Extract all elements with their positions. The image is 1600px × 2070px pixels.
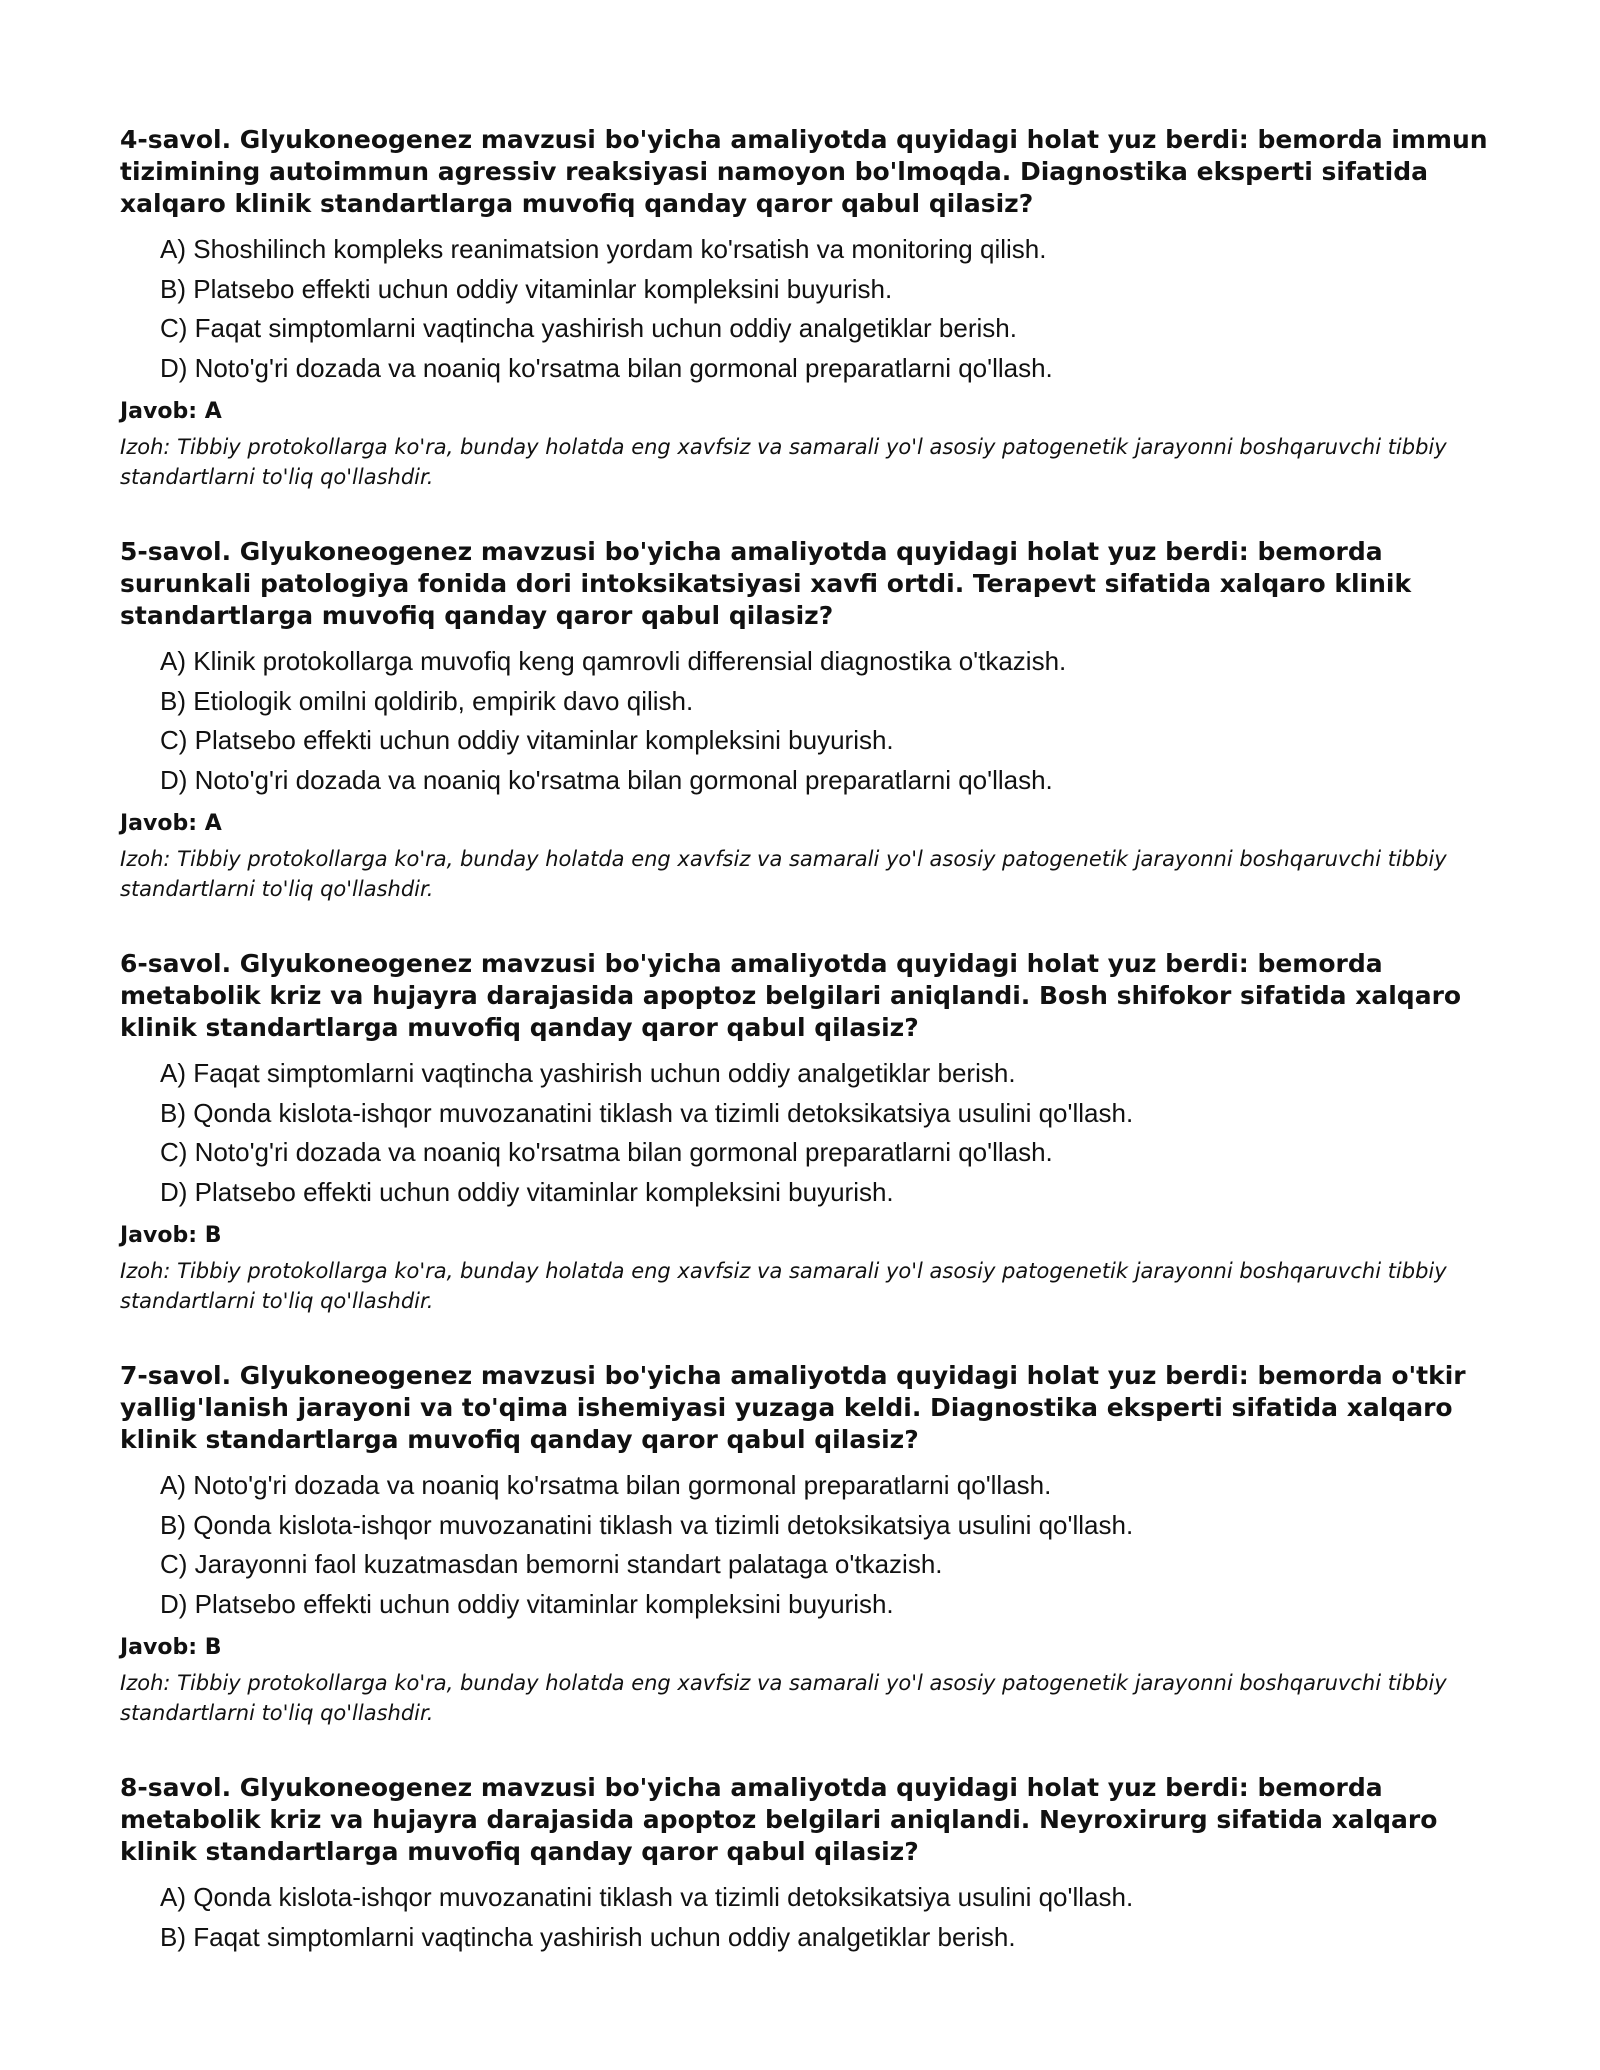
- question-block: [120, 1772, 1500, 1957]
- options-list: [120, 642, 1500, 800]
- question-text: 7-savol. Glyukoneogenez mavzusi bo'yicha amaliyotda quyidagi holat yuz berdi: bemorda o'tkir yallig'lanish jarayoni va to'qima ishemiyasi yuzaga keldi. Diagnostika eksperti sifatida xalqaro klinik standartlarga muvofiq qanday qaror qabul qilasiz?: [120, 1361, 1466, 1454]
- options-list: [120, 1054, 1500, 1212]
- explanation-note: Izoh: Tibbiy protokollarga ko'ra, bunday holatda eng xavfsiz va samarali yo'l asosiy patogenetik jarayonni boshqaruvchi tibbiy standartlarni to'liq qo'llashdir.: [120, 1259, 1447, 1313]
- document-page: [120, 124, 1500, 2001]
- option-c: C) Noto'g'ri dozada va noaniq ko'rsatma bilan gormonal preparatlarni qo'llash.: [160, 1137, 1053, 1167]
- option-b: B) Qonda kislota-ishqor muvozanatini tiklash va tizimli detoksikatsiya usulini qo'llash.: [160, 1097, 1134, 1128]
- question-block: [120, 1360, 1500, 1728]
- option-d: D) Platsebo effekti uchun oddiy vitaminlar kompleksini buyurish.: [160, 1176, 894, 1207]
- answer-text: Javob: B: [120, 1223, 222, 1248]
- answer-text: Javob: A: [120, 811, 222, 836]
- question-text: 4-savol. Glyukoneogenez mavzusi bo'yicha amaliyotda quyidagi holat yuz berdi: bemorda immun tizimining autoimmun agressiv reaksiyasi namoyon bo'lmoqda. Diagnostika eksperti sifatida xalqaro klinik standartlarga muvofiq qanday qaror qabul qilasiz?: [120, 125, 1488, 218]
- explanation-note: Izoh: Tibbiy protokollarga ko'ra, bunday holatda eng xavfsiz va samarali yo'l asosiy patogenetik jarayonni boshqaruvchi tibbiy standartlarni to'liq qo'llashdir.: [120, 1671, 1447, 1725]
- question-text: 5-savol. Glyukoneogenez mavzusi bo'yicha amaliyotda quyidagi holat yuz berdi: bemorda surunkali patologiya fonida dori intoksikatsiyasi xavfi ortdi. Terapevt sifatida xalqaro klinik standartlarga muvofiq qanday qaror qabul qilasiz?: [120, 537, 1412, 630]
- answer-text: Javob: B: [120, 1635, 222, 1660]
- options-list: [120, 230, 1500, 388]
- options-list: [120, 1466, 1500, 1624]
- question-text: 6-savol. Glyukoneogenez mavzusi bo'yicha amaliyotda quyidagi holat yuz berdi: bemorda metabolik kriz va hujayra darajasida apoptoz belgilari aniqlandi. Bosh shifokor sifatida xalqaro klinik standartlarga muvofiq qanday qaror qabul qilasiz?: [120, 949, 1462, 1042]
- option-a: A) Noto'g'ri dozada va noaniq ko'rsatma bilan gormonal preparatlarni qo'llash.: [160, 1470, 1052, 1500]
- option-a: A) Shoshilinch kompleks reanimatsion yordam ko'rsatish va monitoring qilish.: [160, 234, 1047, 264]
- option-d: D) Noto'g'ri dozada va noaniq ko'rsatma bilan gormonal preparatlarni qo'llash.: [160, 764, 1053, 795]
- option-d: D) Noto'g'ri dozada va noaniq ko'rsatma bilan gormonal preparatlarni qo'llash.: [160, 352, 1053, 383]
- option-b: B) Qonda kislota-ishqor muvozanatini tiklash va tizimli detoksikatsiya usulini qo'llash.: [160, 1509, 1134, 1540]
- explanation-note: Izoh: Tibbiy protokollarga ko'ra, bunday holatda eng xavfsiz va samarali yo'l asosiy patogenetik jarayonni boshqaruvchi tibbiy standartlarni to'liq qo'llashdir.: [120, 847, 1447, 901]
- question-block: [120, 124, 1500, 492]
- option-c: C) Faqat simptomlarni vaqtincha yashirish uchun oddiy analgetiklar berish.: [160, 313, 1017, 343]
- option-b: B) Platsebo effekti uchun oddiy vitaminlar kompleksini buyurish.: [160, 273, 893, 304]
- option-d: D) Platsebo effekti uchun oddiy vitaminlar kompleksini buyurish.: [160, 1588, 894, 1619]
- option-b: B) Faqat simptomlarni vaqtincha yashirish uchun oddiy analgetiklar berish.: [160, 1921, 1016, 1952]
- question-block: [120, 948, 1500, 1316]
- option-a: A) Faqat simptomlarni vaqtincha yashirish uchun oddiy analgetiklar berish.: [160, 1058, 1016, 1088]
- option-a: A) Klinik protokollarga muvofiq keng qamrovli differensial diagnostika o'tkazish.: [160, 646, 1067, 676]
- options-list: [120, 1878, 1500, 1957]
- option-a: A) Qonda kislota-ishqor muvozanatini tiklash va tizimli detoksikatsiya usulini qo'llash.: [160, 1882, 1134, 1912]
- explanation-note: Izoh: Tibbiy protokollarga ko'ra, bunday holatda eng xavfsiz va samarali yo'l asosiy patogenetik jarayonni boshqaruvchi tibbiy standartlarni to'liq qo'llashdir.: [120, 435, 1447, 489]
- option-c: C) Platsebo effekti uchun oddiy vitaminlar kompleksini buyurish.: [160, 725, 894, 755]
- question-text: 8-savol. Glyukoneogenez mavzusi bo'yicha amaliyotda quyidagi holat yuz berdi: bemorda metabolik kriz va hujayra darajasida apoptoz belgilari aniqlandi. Neyroxirurg sifatida xalqaro klinik standartlarga muvofiq qanday qaror qabul qilasiz?: [120, 1773, 1438, 1866]
- option-c: C) Jarayonni faol kuzatmasdan bemorni standart palataga o'tkazish.: [160, 1549, 943, 1579]
- answer-text: Javob: A: [120, 399, 222, 424]
- question-block: [120, 536, 1500, 904]
- option-b: B) Etiologik omilni qoldirib, empirik davo qilish.: [160, 685, 694, 716]
